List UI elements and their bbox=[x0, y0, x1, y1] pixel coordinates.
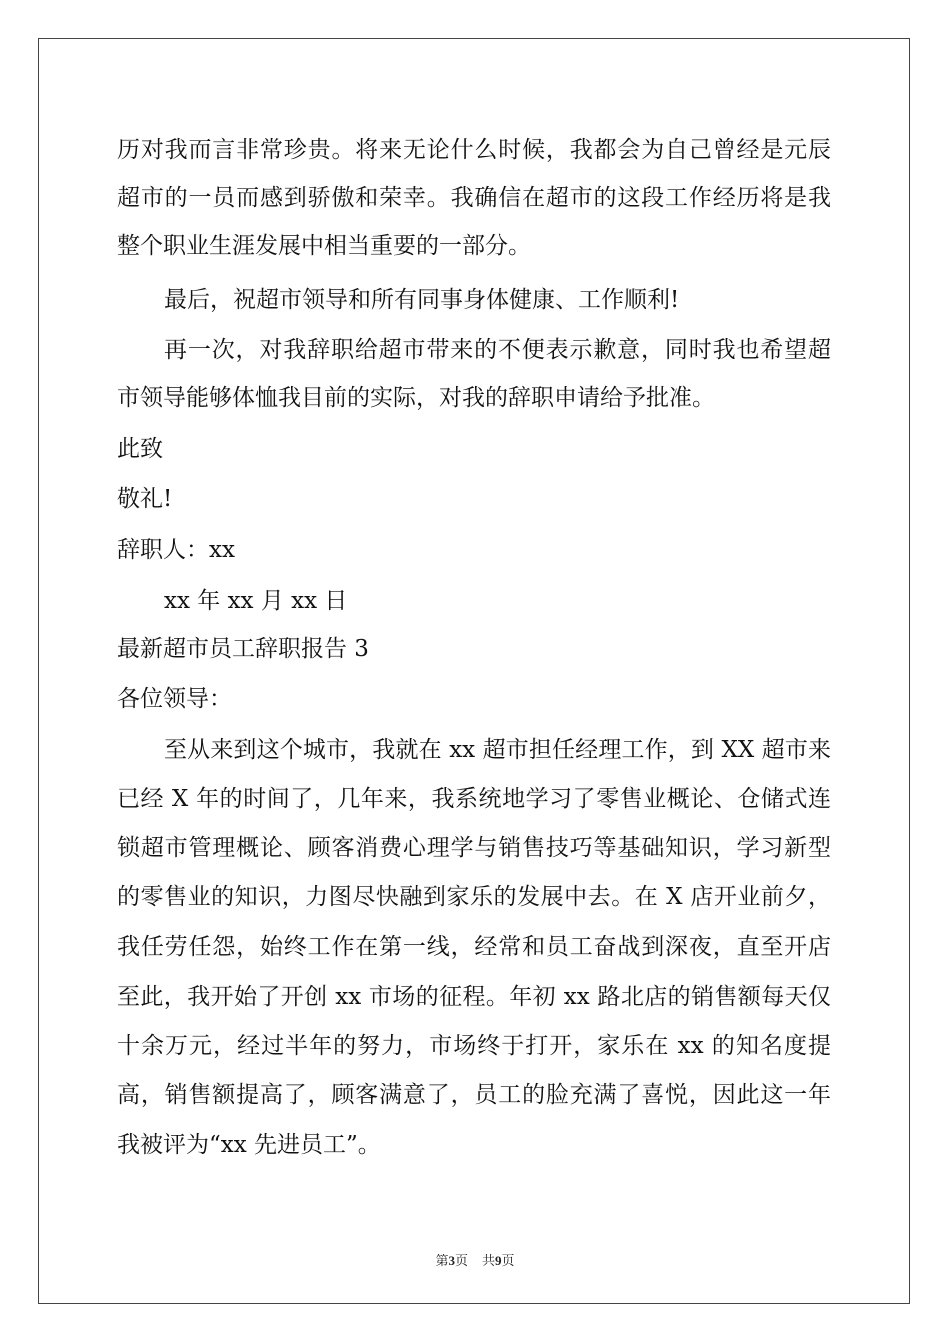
date-line: xx 年 xx 月 xx 日 bbox=[164, 588, 348, 614]
text-line: 已经 X 年的时间了，几年来，我系统地学习了零售业概论、仓储式连 bbox=[117, 786, 831, 812]
page-number: 3 bbox=[448, 1253, 455, 1268]
total-prefix: 共 bbox=[482, 1254, 496, 1269]
text-line: 市领导能够体恤我目前的实际，对我的辞职申请给予批准。 bbox=[117, 385, 715, 411]
text-line: 高，销售额提高了，顾客满意了，员工的脸充满了喜悦，因此这一年 bbox=[117, 1082, 831, 1108]
text-line: 最后，祝超市领导和所有同事身体健康、工作顺利! bbox=[164, 287, 680, 313]
text-line: 超市的一员而感到骄傲和荣幸。我确信在超市的这段工作经历将是我 bbox=[117, 185, 831, 211]
text-line: 整个职业生涯发展中相当重要的一部分。 bbox=[117, 233, 531, 259]
text-line: 历对我而言非常珍贵。将来无论什么时候，我都会为自己曾经是元辰 bbox=[117, 137, 831, 163]
text-line: 锁超市管理概论、顾客消费心理学与销售技巧等基础知识，学习新型 bbox=[117, 835, 831, 861]
page-suffix: 页 bbox=[454, 1254, 468, 1269]
text-line: 十余万元，经过半年的努力，市场终于打开，家乐在 xx 的知名度提 bbox=[117, 1033, 831, 1059]
page-border bbox=[38, 38, 910, 1304]
text-line: 至此，我开始了开创 xx 市场的征程。年初 xx 路北店的销售额每天仅 bbox=[117, 984, 831, 1010]
salutation: 敬礼! bbox=[117, 486, 173, 512]
page-footer bbox=[0, 1250, 950, 1269]
section-title: 最新超市员工辞职报告 3 bbox=[117, 636, 369, 662]
total-suffix: 页 bbox=[501, 1254, 515, 1269]
text-line: 我被评为“xx 先进员工”。 bbox=[117, 1132, 381, 1158]
text-line: 再一次，对我辞职给超市带来的不便表示歉意，同时我也希望超 bbox=[164, 337, 831, 363]
greeting-line: 各位领导： bbox=[117, 686, 232, 712]
total-pages: 9 bbox=[495, 1253, 502, 1268]
signature-line: 辞职人：xx bbox=[117, 537, 235, 563]
text-line: 我任劳任怨，始终工作在第一线，经常和员工奋战到深夜，直至开店 bbox=[117, 934, 831, 960]
text-line: 至从来到这个城市，我就在 xx 超市担任经理工作，到 XX 超市来 bbox=[164, 737, 831, 763]
text-line: 的零售业的知识，力图尽快融到家乐的发展中去。在 X 店开业前夕， bbox=[117, 884, 831, 910]
page-prefix: 第 bbox=[435, 1254, 449, 1269]
salutation: 此致 bbox=[117, 436, 163, 462]
